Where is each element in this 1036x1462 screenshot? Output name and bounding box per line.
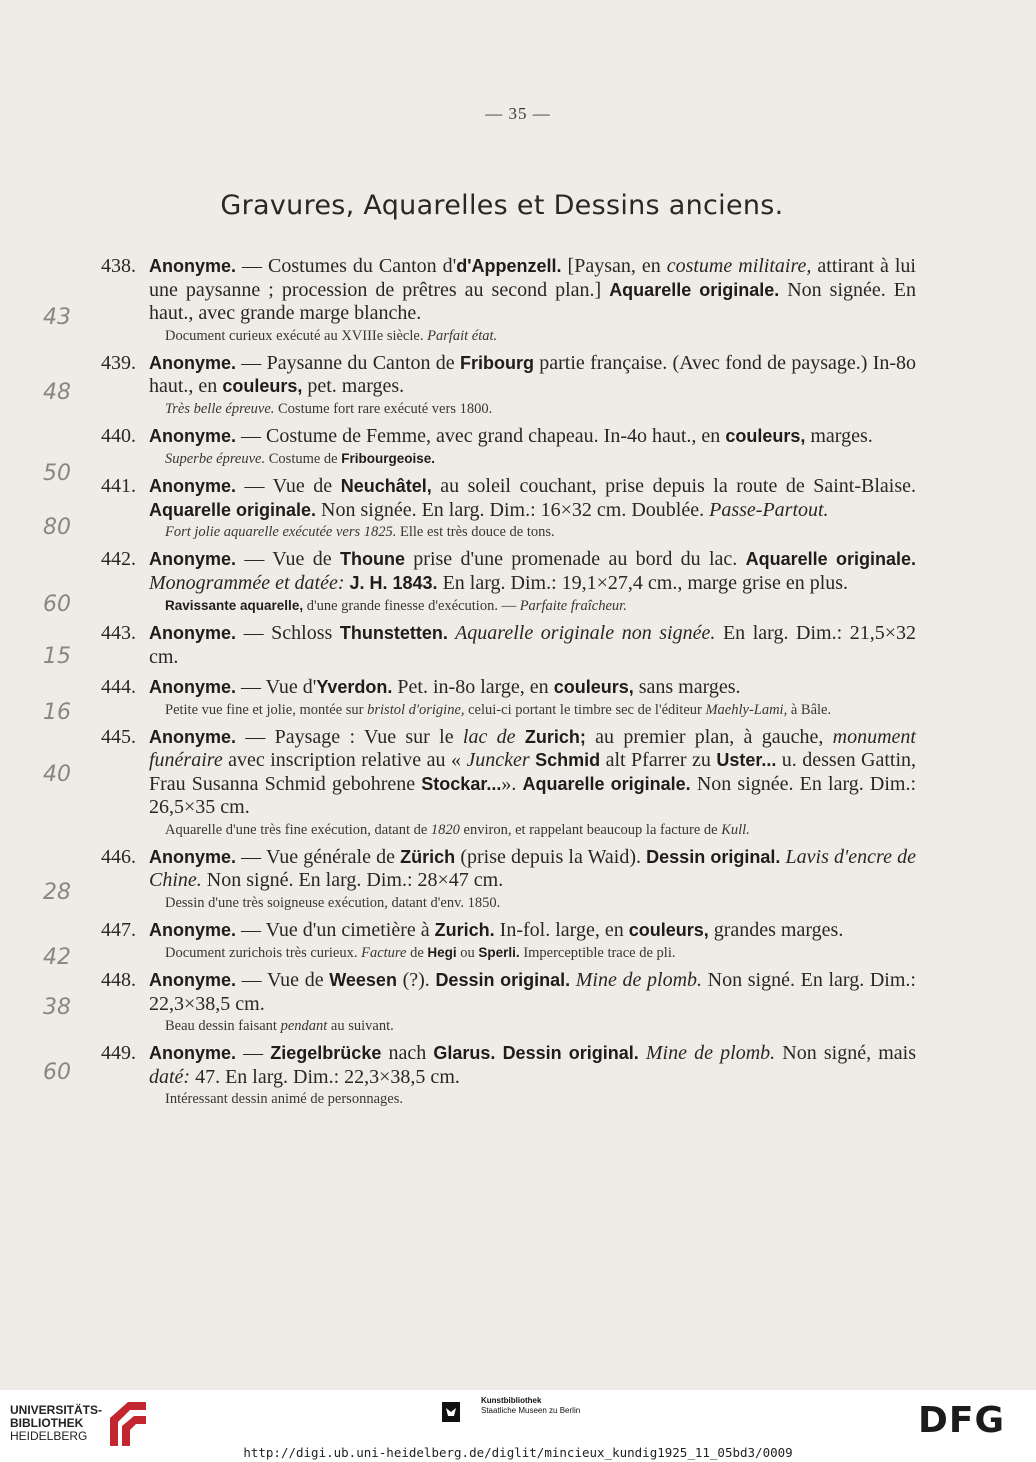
entry-bold: Weesen (329, 970, 397, 990)
entry-author: Anonyme. (149, 919, 237, 940)
handwritten-price: 60 (43, 1060, 71, 1085)
digitization-footer (0, 1390, 1036, 1462)
entry-bold: Schmid (529, 750, 601, 770)
dfg-logo: DFG (918, 1400, 1006, 1441)
handwritten-price: 40 (43, 761, 71, 787)
entry-text: — Schloss (236, 622, 340, 644)
entry-text: grandes marges. (708, 918, 844, 941)
entry-number: 446. (101, 845, 136, 868)
entry-note (101, 702, 916, 719)
note-italic: Kull. (721, 821, 750, 838)
entry-description (101, 352, 916, 399)
note-italic: bristol d'origine, (367, 701, 465, 718)
library-name-line: UNIVERSITÄTS- (10, 1403, 103, 1417)
library-name-line: HEIDELBERG (10, 1429, 88, 1443)
entry-description (101, 475, 916, 522)
entry-bold: Thoune (339, 549, 405, 569)
handwritten-price: 60 (43, 592, 71, 617)
kb-subtitle: Staatliche Museen zu Berlin (481, 1406, 581, 1415)
entry-author: Anonyme. (149, 846, 237, 867)
handwritten-price: 28 (43, 879, 71, 905)
entry-text: attirant à lui une paysanne ; procession de prêtres au second plan.] (149, 255, 916, 301)
entry-text: partie française. (Avec fond de paysage.) In-8o haut., en (149, 351, 917, 397)
entry-text: — Vue de (236, 969, 330, 991)
entry-author: Anonyme. (149, 476, 237, 496)
note-text: Document curieux exécuté au XVIIIe siècle. (165, 327, 428, 344)
entry-text: — Costume de Femme, avec grand chapeau. In-4o haut., en (236, 424, 726, 447)
entry-bold: Glarus. (433, 1043, 496, 1063)
note-italic: Fort jolie aquarelle exécutée vers 1825. (165, 524, 397, 540)
catalog-entry-448 (43, 969, 916, 1035)
entry-bold: Neuchâtel, (340, 476, 432, 496)
note-text: Petite vue fine et jolie, montée sur (165, 701, 368, 718)
entry-text: au soleil couchant, prise depuis la route de Saint-Blaise. (431, 475, 916, 497)
entry-note (101, 822, 916, 839)
university-library-logo-icon (106, 1396, 150, 1450)
entry-note (101, 597, 916, 615)
note-bold: Sperli. (478, 945, 520, 960)
entry-bold: Dessin original. (435, 970, 571, 990)
catalog-entry-447 (43, 918, 916, 970)
entry-list (43, 255, 917, 1115)
entry-description (101, 676, 916, 700)
entry-note (101, 944, 916, 962)
note-text: Dessin d'une très soigneuse exécution, datant d'env. 1850. (165, 894, 501, 911)
entry-text: ». (501, 772, 523, 795)
catalog-entry-439 (43, 351, 917, 418)
entry-text: — Paysanne du Canton de (236, 351, 460, 374)
note-text: Document zurichois très curieux. (165, 945, 362, 961)
entry-italic: Mine de plomb. (570, 969, 703, 991)
entry-bold: couleurs, (725, 425, 806, 446)
entry-text: — (236, 1042, 271, 1064)
library-name-line: BIBLIOTHEK (10, 1416, 84, 1430)
kb-name: Kunstbibliothek (481, 1396, 542, 1405)
entry-number: 447. (101, 918, 136, 941)
university-library-logo-text (10, 1404, 102, 1443)
note-text: de (406, 945, 428, 961)
note-italic: Très belle épreuve. (165, 400, 275, 417)
entry-number: 440. (101, 424, 136, 447)
entry-bold: Aquarelle originale. (745, 549, 917, 569)
entry-bold: Uster... (716, 750, 777, 770)
catalog-entry-446 (43, 845, 916, 912)
entry-text: (prise depuis la Waid). (455, 845, 647, 868)
note-italic: pendant (280, 1018, 328, 1034)
entry-author: Anonyme. (149, 256, 237, 276)
note-text: Intéressant dessin animé de personnages. (165, 1091, 403, 1107)
kunstbibliothek-label (481, 1396, 580, 1416)
eagle-emblem-icon (440, 1400, 462, 1424)
entry-number: 442. (101, 548, 136, 570)
note-text: à Bâle. (787, 701, 832, 718)
note-italic: Parfait état. (427, 327, 498, 344)
entry-number: 445. (101, 725, 136, 748)
entry-italic: Lavis d'encre de Chine. (149, 845, 916, 891)
entry-text: In-fol. large, en (494, 918, 629, 941)
entry-description (101, 969, 916, 1016)
entry-description (101, 622, 916, 669)
note-text: d'une grande finesse d'exécution. — (303, 598, 520, 614)
entry-text: — Paysage : Vue sur le (236, 725, 463, 748)
catalog-entry-443 (43, 622, 917, 669)
note-text: celui-ci portant le timbre sec de l'éditeur (464, 701, 706, 718)
entry-author: Anonyme. (149, 726, 237, 747)
entry-number: 448. (101, 969, 136, 991)
entry-text: Pet. in-8o large, en (392, 676, 554, 698)
note-bold: Fribourgeoise. (341, 451, 436, 466)
handwritten-price: 80 (43, 515, 71, 540)
entry-bold: Zurich. (434, 919, 495, 940)
catalog-entry-449 (43, 1042, 916, 1108)
note-italic: Facture (361, 945, 407, 961)
entry-bold: Zurich; (515, 726, 586, 747)
entry-description (101, 255, 916, 326)
entry-description (101, 726, 916, 820)
entry-description (101, 846, 916, 893)
note-text: Costume de (265, 451, 342, 467)
entry-number: 443. (101, 622, 136, 644)
handwritten-price: 48 (43, 379, 71, 405)
page-number: — 35 — (485, 104, 551, 123)
entry-italic: monument funéraire (149, 725, 916, 771)
entry-text: avec inscription relative au « (222, 749, 467, 771)
entry-bold: Ziegelbrücke (270, 1043, 382, 1063)
source-url[interactable]: http://digi.ub.uni-heidelberg.de/diglit/mincieux_kundig1925_11_05bd3/0009 (243, 1445, 793, 1460)
entry-text: (?). (396, 969, 436, 991)
entry-bold: Fribourg (459, 352, 534, 373)
entry-text: sans marges. (633, 676, 741, 698)
entry-number: 441. (101, 475, 136, 497)
entry-text: au premier plan, à gauche, (585, 725, 833, 748)
note-bold: Hegi (427, 945, 457, 960)
entry-note (101, 401, 916, 418)
entry-italic: Monogrammée et datée: (149, 571, 350, 594)
entry-text: Non signé. En larg. Dim.: 22,3×38,5 cm. (149, 969, 916, 1015)
entry-italic: daté: (149, 1065, 191, 1088)
entry-text: 47. En larg. Dim.: 22,3×38,5 cm. (190, 1065, 460, 1088)
entry-note (101, 895, 916, 912)
entry-text: alt Pfarrer zu (600, 749, 717, 771)
entry-text: — Costumes du Canton d' (236, 255, 457, 277)
entry-number: 444. (101, 676, 136, 698)
note-italic: Parfaite fraîcheur. (519, 598, 627, 614)
entry-bold: d'Appenzell. (456, 256, 562, 276)
entry-text: Non signé. En larg. Dim.: 28×47 cm. (201, 869, 504, 891)
entry-bold: couleurs, (628, 919, 709, 940)
entry-bold: couleurs, (222, 376, 303, 396)
entry-bold: J. H. 1843. (349, 572, 438, 593)
entry-description (101, 548, 916, 595)
note-text: Beau dessin faisant (165, 1018, 281, 1034)
entry-text: u. dessen Gattin, Frau Susanna Schmid gebohrene (149, 749, 917, 795)
entry-author: Anonyme. (149, 970, 237, 990)
entry-note (101, 1018, 916, 1035)
entry-text: Non signée. En larg. Dim.: 26,5×35 cm. (149, 772, 916, 818)
entry-number: 438. (101, 255, 136, 277)
entry-bold: Aquarelle originale. (149, 499, 317, 520)
entry-bold: Stockar... (421, 773, 502, 794)
section-title: Gravures, Aquarelles et Dessins anciens. (220, 190, 784, 221)
entry-text: — Vue de (236, 475, 341, 497)
entry-text: marges. (805, 424, 873, 447)
note-text: environ, et rappelant beaucoup la facture de (459, 821, 722, 838)
entry-italic: Mine de plomb. (638, 1042, 776, 1064)
note-text: Elle est très douce de tons. (396, 524, 555, 540)
entry-number: 449. (101, 1042, 136, 1064)
entry-bold: couleurs, (553, 677, 634, 697)
entry-note (101, 328, 916, 345)
entry-bold: Dessin original. (646, 846, 781, 867)
catalog-entry-445 (43, 725, 917, 839)
entry-author: Anonyme. (149, 425, 237, 446)
note-italic: 1820 (430, 821, 460, 838)
entry-bold: Dessin original. (502, 1043, 639, 1063)
note-italic: Maehly-Lami, (705, 701, 788, 718)
entry-text: — Vue d'un cimetière à (236, 918, 435, 941)
entry-bold: Aquarelle originale. (609, 279, 780, 300)
entry-bold: Thunstetten. (339, 623, 448, 643)
note-text: au suivant. (327, 1018, 394, 1034)
entry-author: Anonyme. (149, 1043, 237, 1063)
entry-description (101, 425, 916, 449)
handwritten-price: 15 (43, 644, 71, 669)
entry-text: Non signée. En haut., avec grande marge blanche. (149, 278, 916, 324)
handwritten-price: 50 (43, 460, 71, 486)
handwritten-price: 42 (43, 944, 71, 970)
entry-text: — Vue de (236, 548, 340, 570)
entry-italic: costume militaire, (666, 255, 812, 277)
entry-text: prise d'une promenade au bord du lac. (404, 548, 746, 570)
entry-description (101, 1042, 916, 1089)
entry-text: En larg. Dim.: 19,1×27,4 cm., marge grise en plus. (437, 571, 849, 594)
note-text: ou (456, 945, 479, 961)
catalog-entry-442 (43, 548, 917, 617)
entry-text: — Vue générale de (236, 845, 401, 868)
catalog-entry-444 (43, 676, 916, 725)
entry-text: Non signé, mais (775, 1042, 916, 1064)
entry-author: Anonyme. (149, 549, 237, 569)
entry-note (101, 450, 916, 468)
note-italic: Superbe épreuve. (165, 451, 266, 467)
handwritten-price: 16 (43, 700, 71, 725)
entry-text: Non signée. En larg. Dim.: 16×32 cm. Doublée. (316, 498, 710, 521)
entry-italic: Juncker (466, 749, 530, 771)
entry-text (495, 1042, 502, 1064)
entry-description (101, 919, 916, 943)
entry-text: [Paysan, en (561, 255, 667, 277)
note-text: Aquarelle d'une très fine exécution, datant de (165, 821, 431, 838)
catalog-entry-438 (43, 255, 916, 345)
note-bold: Ravissante aquarelle, (165, 598, 304, 613)
entry-bold: Zürich (400, 846, 456, 867)
entry-note (101, 1091, 916, 1108)
entry-author: Anonyme. (149, 623, 237, 643)
handwritten-price: 38 (43, 995, 71, 1020)
entry-italic: lac de (462, 725, 516, 748)
entry-author: Anonyme. (149, 352, 237, 373)
handwritten-price: 43 (43, 305, 71, 330)
entry-bold: Yverdon. (316, 677, 393, 697)
entry-bold: Aquarelle originale. (522, 773, 691, 794)
entry-author: Anonyme. (149, 677, 237, 697)
entry-italic: Aquarelle originale non signée. (447, 622, 716, 644)
entry-text: En larg. Dim.: 21,5×32 cm. (149, 622, 917, 668)
note-text: Imperceptible trace de pli. (519, 945, 676, 961)
catalog-entry-441 (43, 475, 916, 541)
entry-text: pet. marges. (302, 375, 405, 397)
entry-text: — Vue d' (236, 676, 317, 698)
entry-italic: Passe-Partout. (709, 498, 829, 521)
note-text: Costume fort rare exécuté vers 1800. (274, 400, 493, 417)
entry-text: nach (381, 1042, 434, 1064)
entry-number: 439. (101, 351, 136, 374)
entry-note (101, 524, 916, 541)
